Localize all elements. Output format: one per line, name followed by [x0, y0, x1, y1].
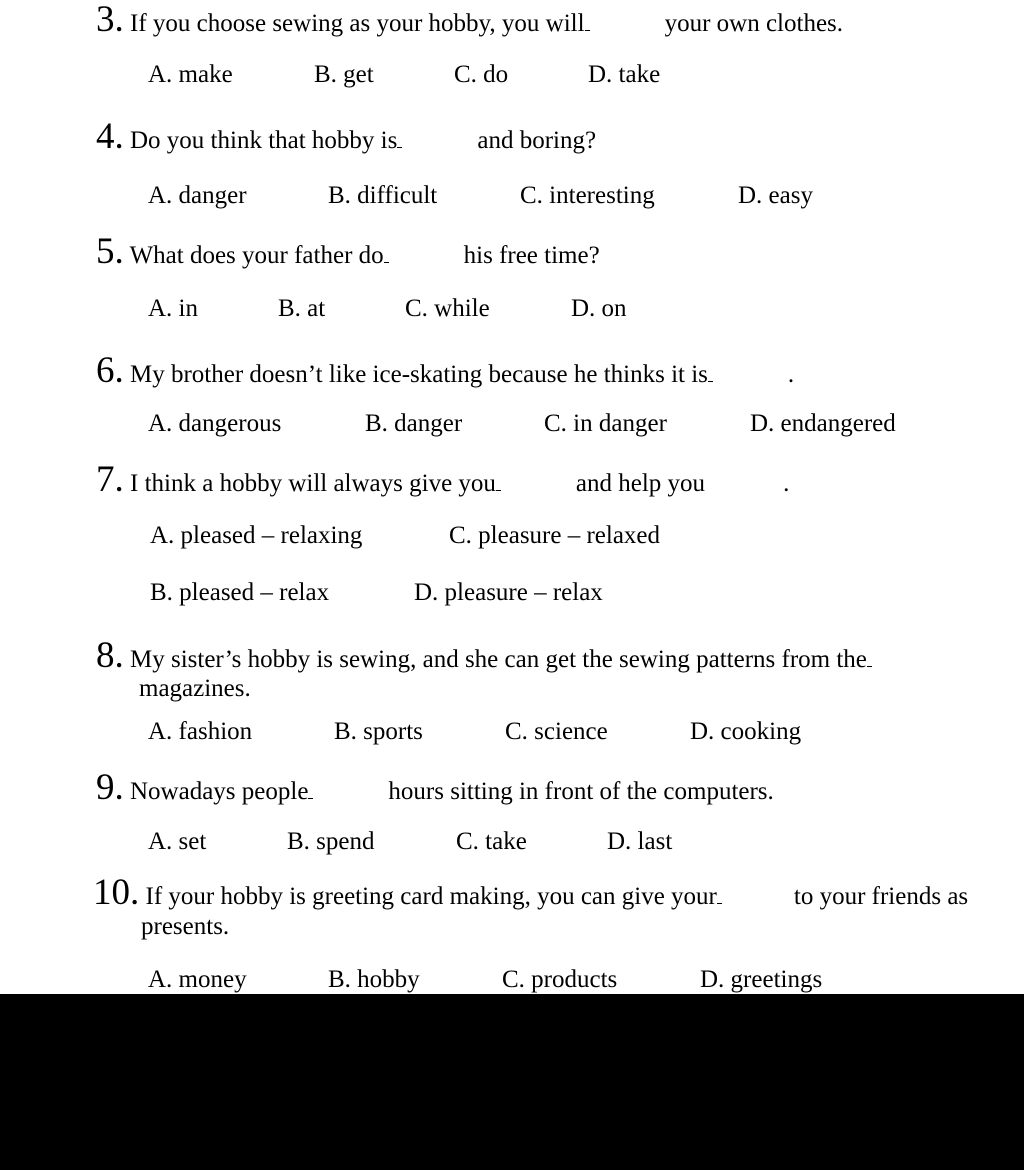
question-text-before: My sister’s hobby is sewing, and she can get the sewing patterns from the — [130, 646, 867, 673]
question-text-after: . — [783, 470, 790, 497]
option-b[interactable]: B. get — [314, 61, 374, 88]
option-c[interactable]: C. do — [454, 61, 509, 88]
answer-blank[interactable] — [384, 244, 389, 263]
question-text-after: his free time? — [463, 242, 600, 269]
question-text-after: . — [787, 361, 795, 388]
option-b[interactable]: B. difficult — [328, 182, 438, 209]
question-text-before: I think a hobby will always give you — [130, 470, 496, 497]
option-c[interactable]: C. in danger — [544, 410, 667, 437]
option-b[interactable]: B. danger — [365, 410, 463, 437]
question-text-before: Do you think that hobby is — [130, 127, 398, 154]
answer-blank[interactable] — [717, 885, 722, 904]
question-number: 9. — [96, 767, 124, 808]
question-number: 7. — [96, 459, 124, 500]
question-number: 4. — [96, 116, 124, 157]
question-text-before: What does your father do — [129, 242, 384, 269]
option-c[interactable]: C. take — [456, 828, 527, 855]
option-a[interactable]: A. money — [148, 966, 247, 993]
option-a[interactable]: A. pleased – relaxing — [150, 522, 363, 549]
question-number: 3. — [96, 0, 124, 40]
question-10 — [93, 871, 968, 914]
option-d[interactable]: D. on — [571, 295, 627, 322]
option-c[interactable]: C. pleasure – relaxed — [449, 522, 661, 549]
option-d[interactable]: D. take — [588, 61, 661, 88]
answer-blank[interactable] — [585, 12, 590, 31]
question-4 — [96, 115, 596, 158]
option-b[interactable]: B. pleased – relax — [150, 579, 330, 606]
question-6 — [96, 349, 794, 392]
question-text-after: hours sitting in front of the computers. — [388, 778, 774, 805]
question-8 — [96, 634, 872, 677]
question-number: 5. — [96, 231, 124, 272]
option-b[interactable]: B. spend — [287, 828, 375, 855]
question-5 — [96, 230, 600, 273]
option-d[interactable]: D. greetings — [700, 966, 823, 993]
option-c[interactable]: C. science — [505, 718, 608, 745]
option-c[interactable]: C. interesting — [520, 182, 655, 209]
question-number: 10. — [93, 872, 140, 913]
question-text-before: My brother doesn’t like ice-skating because he thinks it is — [130, 361, 708, 388]
question-9 — [96, 766, 774, 809]
option-a[interactable]: A. make — [148, 61, 233, 88]
question-text-before: If your hobby is greeting card making, you can give your — [145, 883, 717, 910]
question-text-middle: and help you — [575, 470, 706, 497]
option-a[interactable]: A. fashion — [148, 718, 253, 745]
option-b[interactable]: B. at — [278, 295, 326, 322]
answer-blank[interactable] — [397, 129, 402, 148]
question-text-after: to your friends as — [793, 883, 969, 910]
option-a[interactable]: A. set — [148, 828, 207, 855]
question-number: 6. — [96, 350, 124, 391]
question-8-continuation: magazines. — [139, 675, 251, 702]
question-text-before: If you choose sewing as your hobby, you will — [130, 10, 585, 37]
option-a[interactable]: A. in — [148, 295, 198, 322]
question-text-after: your own clothes. — [664, 10, 844, 37]
option-d[interactable]: D. last — [607, 828, 673, 855]
option-d[interactable]: D. easy — [738, 182, 813, 209]
option-c[interactable]: C. products — [502, 966, 618, 993]
question-10-continuation: presents. — [141, 913, 230, 940]
question-text-before: Nowadays people — [130, 778, 309, 805]
option-a[interactable]: A. danger — [148, 182, 247, 209]
option-d[interactable]: D. endangered — [750, 410, 896, 437]
option-d[interactable]: D. cooking — [690, 718, 802, 745]
question-text-after: and boring? — [477, 127, 597, 154]
question-number: 8. — [96, 635, 124, 676]
answer-blank[interactable] — [708, 363, 713, 382]
option-c[interactable]: C. while — [405, 295, 490, 322]
answer-blank[interactable] — [496, 472, 501, 491]
option-b[interactable]: B. sports — [334, 718, 423, 745]
answer-blank[interactable] — [308, 780, 313, 799]
option-d[interactable]: D. pleasure – relax — [414, 579, 603, 606]
option-a[interactable]: A. dangerous — [148, 410, 282, 437]
answer-blank[interactable] — [867, 648, 872, 667]
option-b[interactable]: B. hobby — [328, 966, 420, 993]
question-7 — [96, 458, 789, 501]
black-bottom-region — [0, 994, 1024, 1170]
question-3 — [96, 0, 843, 41]
